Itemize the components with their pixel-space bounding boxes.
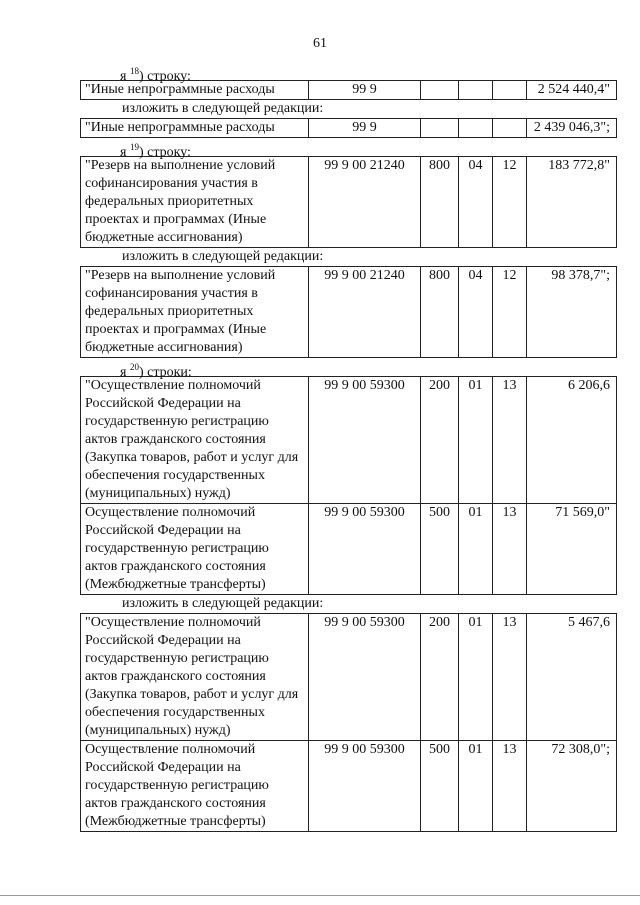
name-cell: "Осуществление полномочий Российской Федерации на государственную регистрацию актов гражданского состояния (Закупка товаров, работ и услуг для обеспечения государственных (муниципальных) нужд) <box>81 377 309 504</box>
rz-cell: 04 <box>459 267 493 358</box>
pr-cell: 13 <box>493 614 527 741</box>
name-cell: Осуществление полномочий Российской Федерации на государственную регистрацию актов гражданского состояния (Межбюджетные трансферты) <box>81 504 309 595</box>
name-cell: "Резерв на выполнение условий софинансирования участия в федеральных приоритетных проектах и программах (Иные бюджетные ассигнования) <box>81 267 309 358</box>
budget-table <box>80 118 617 138</box>
vr-cell: 800 <box>421 267 459 358</box>
item-intro: я $^{18}$) строку: <box>120 66 191 84</box>
table-row <box>81 119 617 138</box>
code-cell: 99 9 00 59300 <box>309 504 421 595</box>
vr-cell: 500 <box>421 741 459 832</box>
vr-cell: 500 <box>421 504 459 595</box>
table-row <box>81 504 617 595</box>
pr-cell: 13 <box>493 377 527 504</box>
rz-cell: 01 <box>459 741 493 832</box>
pr-cell <box>493 81 527 100</box>
name-cell: Осуществление полномочий Российской Федерации на государственную регистрацию актов гражданского состояния (Межбюджетные трансферты) <box>81 741 309 832</box>
pr-cell: 13 <box>493 504 527 595</box>
sum-cell: 2 524 440,4" <box>527 81 617 100</box>
sum-cell: 5 467,6 <box>527 614 617 741</box>
vr-cell <box>421 81 459 100</box>
code-cell: 99 9 00 59300 <box>309 614 421 741</box>
rz-cell: 01 <box>459 614 493 741</box>
edit-intro: изложить в следующей редакции: <box>122 249 324 264</box>
name-cell: "Иные непрограммные расходы <box>81 81 309 100</box>
vr-cell: 800 <box>421 157 459 248</box>
sum-cell: 98 378,7"; <box>527 267 617 358</box>
name-cell: "Иные непрограммные расходы <box>81 119 309 138</box>
rz-cell: 01 <box>459 504 493 595</box>
table-row <box>81 267 617 358</box>
rz-cell: 04 <box>459 157 493 248</box>
pr-cell <box>493 119 527 138</box>
sum-cell: 71 569,0" <box>527 504 617 595</box>
code-cell: 99 9 <box>309 119 421 138</box>
page-number: 61 <box>313 36 327 51</box>
document-body <box>80 62 616 832</box>
sum-cell: 72 308,0"; <box>527 741 617 832</box>
vr-cell: 200 <box>421 614 459 741</box>
pr-cell: 13 <box>493 741 527 832</box>
item-intro: я $^{19}$) строку: <box>120 142 191 160</box>
item-intro: я $^{20}$) строки: <box>120 362 192 380</box>
name-cell: "Осуществление полномочий Российской Федерации на государственную регистрацию актов гражданского состояния (Закупка товаров, работ и услуг для обеспечения государственных (муниципальных) нужд) <box>81 614 309 741</box>
sum-cell: 2 439 046,3"; <box>527 119 617 138</box>
code-cell: 99 9 00 21240 <box>309 267 421 358</box>
rz-cell: 01 <box>459 377 493 504</box>
pr-cell: 12 <box>493 157 527 248</box>
vr-cell <box>421 119 459 138</box>
budget-table <box>80 266 617 358</box>
name-cell: "Резерв на выполнение условий софинансирования участия в федеральных приоритетных проектах и программах (Иные бюджетные ассигнования) <box>81 157 309 248</box>
edit-intro: изложить в следующей редакции: <box>122 596 324 611</box>
bottom-rule <box>0 895 640 896</box>
table-row <box>81 377 617 504</box>
budget-table <box>80 156 617 248</box>
pr-cell: 12 <box>493 267 527 358</box>
budget-table <box>80 376 617 595</box>
table-row <box>81 157 617 248</box>
budget-table <box>80 613 617 832</box>
vr-cell: 200 <box>421 377 459 504</box>
code-cell: 99 9 00 59300 <box>309 377 421 504</box>
sum-cell: 6 206,6 <box>527 377 617 504</box>
rz-cell <box>459 119 493 138</box>
table-row <box>81 741 617 832</box>
code-cell: 99 9 00 21240 <box>309 157 421 248</box>
table-row <box>81 614 617 741</box>
code-cell: 99 9 00 59300 <box>309 741 421 832</box>
edit-intro: изложить в следующей редакции: <box>122 101 324 116</box>
code-cell: 99 9 <box>309 81 421 100</box>
rz-cell <box>459 81 493 100</box>
sum-cell: 183 772,8" <box>527 157 617 248</box>
